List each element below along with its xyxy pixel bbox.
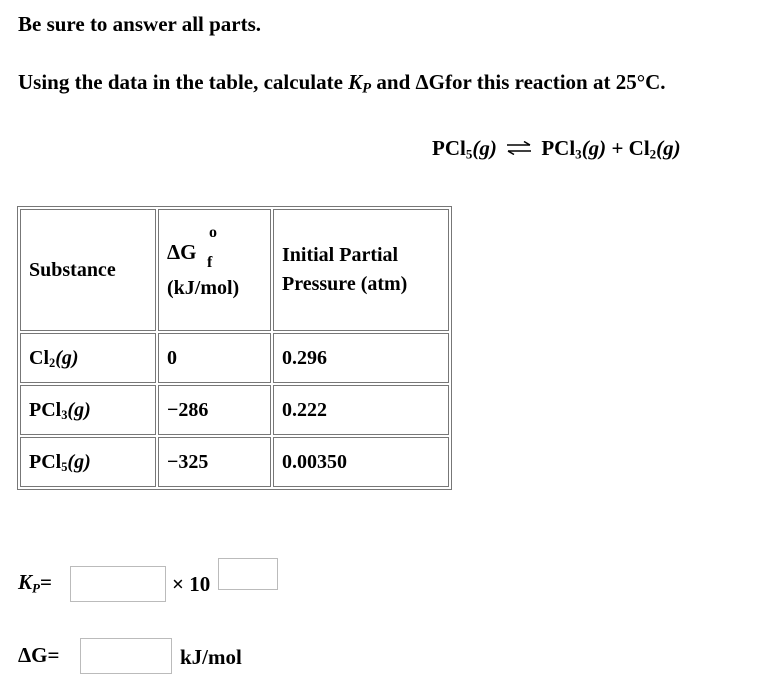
table-row bbox=[20, 333, 449, 383]
substance-cell: $Cl_2(g)$ bbox=[20, 333, 156, 383]
header-substance: Substance bbox=[20, 209, 156, 331]
plus-sign: + bbox=[606, 136, 629, 160]
question-suffix: for this reaction at 25°C. bbox=[445, 70, 666, 94]
times-ten-label: × 10 bbox=[172, 572, 211, 596]
substance-cell: PCl$_3$(g) bbox=[20, 385, 156, 435]
kp-exponent-input[interactable] bbox=[218, 558, 278, 590]
table-header-row bbox=[20, 209, 449, 331]
kp-mantissa-input[interactable] bbox=[70, 566, 166, 602]
delta-g-cell: 0 bbox=[158, 333, 271, 383]
pressure-cell: 0.222 bbox=[273, 385, 449, 435]
header-delta-g-unit: (kJ/mol) bbox=[167, 277, 240, 299]
question-text bbox=[18, 70, 666, 95]
kp-label: $K_P=$ bbox=[18, 570, 52, 596]
header-pressure: Initial Partial Pressure (atm) bbox=[273, 209, 449, 331]
data-table bbox=[17, 206, 452, 490]
product-cl2: $Cl_2(g)$ bbox=[628, 136, 681, 162]
table-row bbox=[20, 385, 449, 435]
product-pcl3: PCl$_3$(g) bbox=[541, 136, 607, 162]
header-delta-g bbox=[158, 209, 271, 331]
delta-g-answer-label: ΔG= bbox=[18, 643, 60, 667]
delta-g-f-symbol: ΔG o f bbox=[167, 224, 217, 271]
question-middle: and bbox=[371, 70, 416, 94]
delta-g-input[interactable] bbox=[80, 638, 172, 674]
delta-g-cell: −286 bbox=[158, 385, 271, 435]
substance-cell: PCl$_5$(g) bbox=[20, 437, 156, 487]
delta-g-symbol: ΔG bbox=[415, 70, 446, 94]
equilibrium-arrow-icon bbox=[506, 136, 532, 161]
delta-g-cell: −325 bbox=[158, 437, 271, 487]
delta-g-unit-label: kJ/mol bbox=[180, 645, 242, 669]
reactant-pcl5: PCl$_5$(g) bbox=[432, 136, 497, 162]
reaction-equation bbox=[432, 136, 681, 163]
table-row bbox=[20, 437, 449, 487]
pressure-cell: 0.296 bbox=[273, 333, 449, 383]
instruction-text: Be sure to answer all parts. bbox=[18, 12, 262, 36]
kp-symbol: $K_P$ bbox=[348, 70, 372, 97]
pressure-cell: 0.00350 bbox=[273, 437, 449, 487]
question-prefix: Using the data in the table, calculate bbox=[18, 70, 349, 94]
